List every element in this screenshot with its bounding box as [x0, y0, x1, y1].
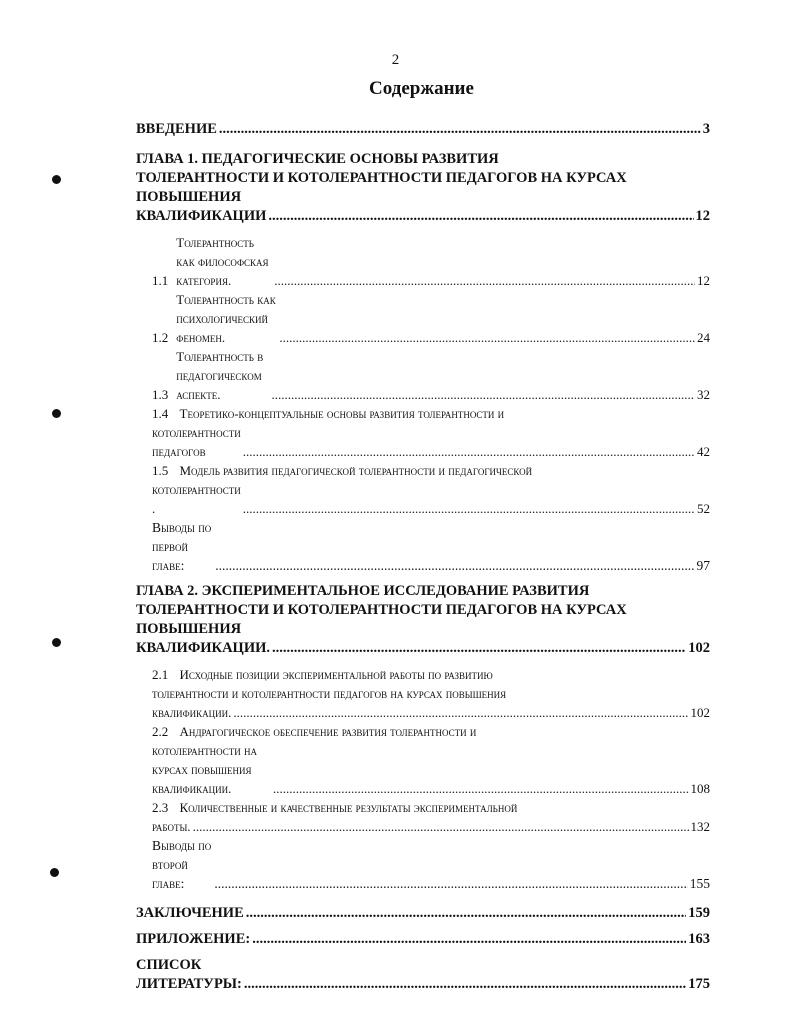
toc-entry-conclusions-chapter-1[interactable] — [152, 518, 710, 575]
toc-page-number: 102 — [690, 705, 710, 720]
leader-dots — [252, 930, 686, 949]
toc-entry-conclusion[interactable] — [136, 904, 710, 923]
toc-entry-label-line: котолерантности . — [152, 482, 241, 516]
toc-entry-label: Выводы по первой главе: — [152, 520, 212, 573]
toc-entry-label: ВВЕДЕНИЕ — [136, 121, 217, 137]
toc-entry-label-line: ПОВЫШЕНИЯ КВАЛИФИКАЦИИ — [136, 189, 267, 224]
binder-hole-mark — [52, 175, 61, 184]
binder-hole-mark — [52, 409, 61, 418]
leader-dots — [193, 817, 689, 836]
leader-dots — [233, 703, 688, 722]
toc-entry-label-line: работы. — [152, 819, 191, 834]
toc-page-number: 159 — [688, 905, 710, 921]
toc-entry-section-1-3[interactable] — [152, 347, 710, 404]
section-number: 1.2 — [152, 330, 169, 345]
toc-entry-label-line: Модель развития педагогической толерантности и педагогической — [179, 463, 533, 478]
toc-entry-section-1-2[interactable] — [152, 290, 710, 347]
leader-dots — [214, 874, 687, 893]
toc-entry-label-line: ТОЛЕРАНТНОСТИ И КОТОЛЕРАНТНОСТИ ПЕДАГОГОВ НА КУРСАХ — [136, 170, 627, 186]
toc-entry-section-2-1[interactable] — [152, 665, 710, 722]
leader-dots — [271, 385, 695, 404]
toc-entry-appendix[interactable] — [136, 930, 710, 949]
leader-dots — [272, 639, 686, 658]
toc-entry-label: Толерантность как философская категория. — [176, 235, 269, 288]
leader-dots — [243, 499, 695, 518]
toc-entry-label-line: Количественные и качественные результаты экспериментальной — [179, 800, 518, 815]
toc-page-number: 175 — [688, 976, 710, 992]
binder-hole-mark — [50, 868, 59, 877]
toc-entry-label-line: Исходные позиции экспериментальной работы по развитию — [179, 667, 493, 682]
toc-page-number: 3 — [702, 121, 710, 137]
toc-page-number: 32 — [697, 387, 710, 402]
section-number: 2.3 — [152, 800, 169, 815]
leader-dots — [268, 207, 693, 226]
toc-entry-label-line: ГЛАВА 2. ЭКСПЕРИМЕНТАЛЬНОЕ ИССЛЕДОВАНИЕ РАЗВИТИЯ — [136, 583, 590, 599]
toc-entry-label: ЗАКЛЮЧЕНИЕ — [136, 905, 244, 921]
toc-page-number: 163 — [688, 931, 710, 947]
toc-entry-section-2-2[interactable] — [152, 722, 710, 798]
toc-page-number: 24 — [697, 330, 710, 345]
toc-entry-label-line: ПОВЫШЕНИЯ КВАЛИФИКАЦИИ. — [136, 621, 271, 656]
toc-page-number: 52 — [697, 501, 710, 516]
toc-entry-label-line: котолерантности педагогов — [152, 425, 241, 459]
leader-dots — [246, 904, 686, 923]
toc-entry-section-1-5[interactable] — [152, 461, 710, 518]
toc-page-number: 12 — [695, 208, 710, 224]
section-number: 1.1 — [152, 273, 169, 288]
toc-entry-label-line: Теоретико-концептуальные основы развития толерантности и — [179, 406, 505, 421]
table-of-contents — [136, 120, 710, 994]
leader-dots — [219, 120, 701, 139]
toc-entry-label: СПИСОК ЛИТЕРАТУРЫ: — [136, 957, 242, 992]
section-number: 2.1 — [152, 667, 169, 682]
toc-entry-section-1-4[interactable] — [152, 404, 710, 461]
page-number: 2 — [391, 52, 400, 68]
toc-entry-references[interactable] — [136, 956, 710, 994]
section-number: 1.5 — [152, 463, 169, 478]
toc-page-number: 155 — [689, 876, 710, 891]
section-number: 2.2 — [152, 724, 169, 739]
section-number: 1.3 — [152, 387, 169, 402]
toc-page-number: 132 — [690, 819, 710, 834]
toc-entry-label-line: толерантности и котолерантности педагогов на курсах повышения — [152, 686, 507, 701]
toc-entry-chapter-2[interactable] — [136, 582, 710, 658]
leader-dots — [243, 442, 695, 461]
toc-entry-section-1-1[interactable] — [152, 233, 710, 290]
toc-page-number: 42 — [697, 444, 710, 459]
toc-page-number: 102 — [688, 640, 710, 656]
leader-dots — [274, 271, 695, 290]
section-number: 1.4 — [152, 406, 169, 421]
toc-page-number: 12 — [697, 273, 710, 288]
leader-dots — [244, 975, 686, 994]
toc-page-number: 108 — [690, 781, 710, 796]
toc-entry-label: Толерантность как психологический феномен. — [176, 292, 276, 345]
binder-hole-mark — [52, 638, 61, 647]
toc-entry-label-line: ГЛАВА 1. ПЕДАГОГИЧЕСКИЕ ОСНОВЫ РАЗВИТИЯ — [136, 151, 499, 167]
leader-dots — [215, 556, 694, 575]
toc-entry-section-2-3[interactable] — [152, 798, 710, 836]
toc-entry-label-line: Андрагогическое обеспечение развития толерантности и — [179, 724, 477, 739]
toc-entry-label-line: ТОЛЕРАНТНОСТИ И КОТОЛЕРАНТНОСТИ ПЕДАГОГОВ НА КУРСАХ — [136, 602, 627, 618]
page-title: Содержание — [369, 78, 474, 99]
toc-entry-chapter-1[interactable] — [136, 150, 710, 226]
toc-entry-label: Толерантность в педагогическом аспекте. — [176, 349, 264, 402]
toc-page-number: 97 — [696, 558, 710, 573]
toc-entry-label: Выводы по второй главе: — [152, 838, 212, 891]
leader-dots — [279, 328, 695, 347]
toc-entry-introduction[interactable] — [136, 120, 710, 139]
toc-entry-conclusions-chapter-2[interactable] — [152, 836, 710, 893]
toc-entry-label-line: квалификации. — [152, 705, 232, 720]
leader-dots — [273, 779, 688, 798]
toc-entry-label-line: котолерантности на курсах повышения квалификации. — [152, 743, 258, 796]
toc-entry-label: ПРИЛОЖЕНИЕ: — [136, 931, 251, 947]
